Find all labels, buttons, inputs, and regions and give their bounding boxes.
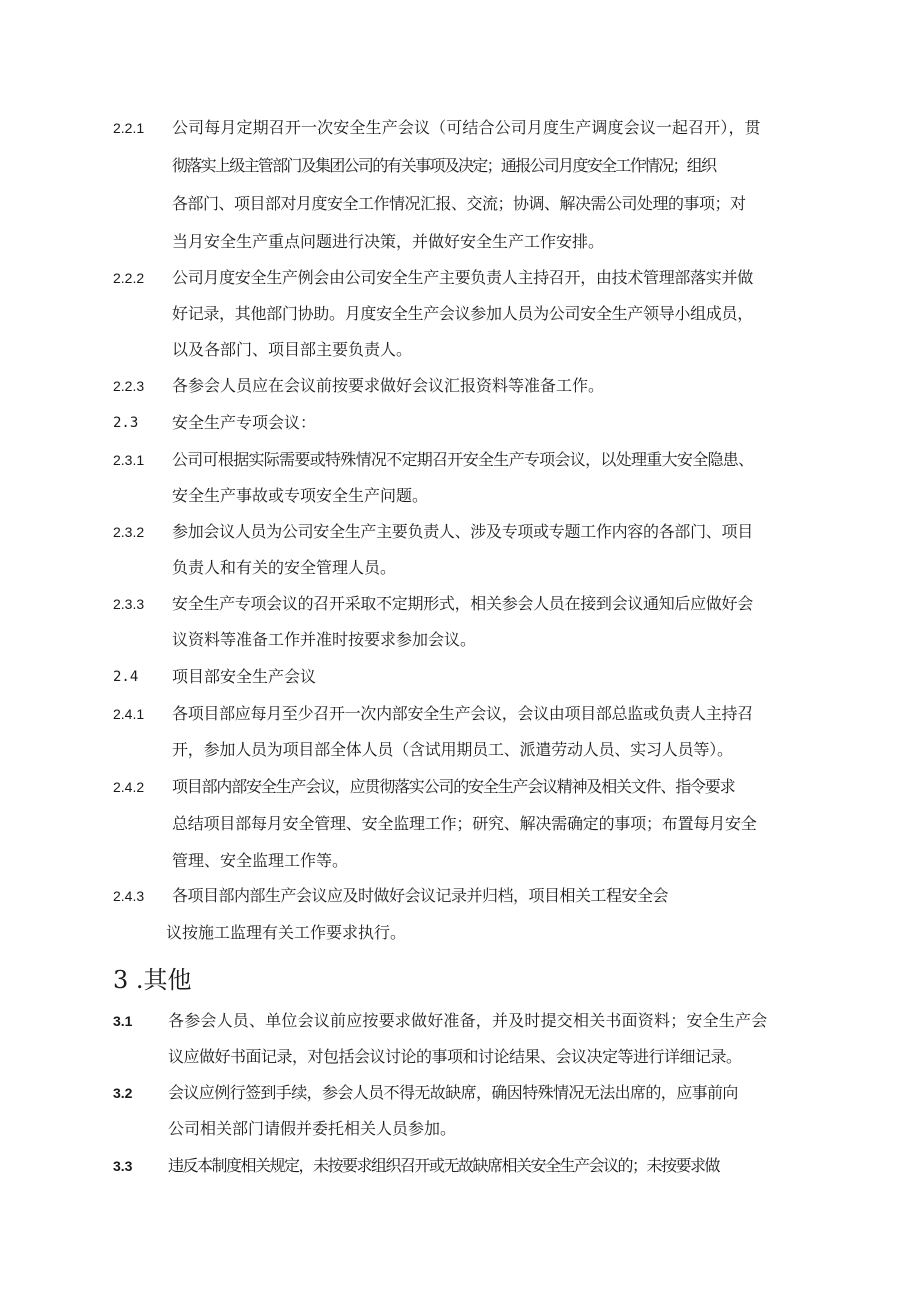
clause-text-line: 议资料等准备工作并准时按要求参加会议。: [172, 630, 477, 649]
clause-text-line: 议应做好书面记录，对包括会议讨论的事项和讨论结果、会议决定等进行详细记录。: [168, 1047, 742, 1066]
section-heading: 安全生产专项会议：: [172, 413, 317, 432]
clause-text-line: 当月安全生产重点问题进行决策，并做好安全生产工作安排。: [172, 232, 605, 251]
clause-text-line: 违反本制度相关规定，未按要求组织召开或无故缺席相关安全生产会议的；未按要求做: [168, 1156, 720, 1175]
clause-number: 2.2.2: [113, 270, 145, 286]
section-number: 2.4: [113, 669, 139, 685]
clause-text-line: 公司相关部门请假并委托相关人员参加。: [168, 1119, 457, 1138]
clause-number: 2.2.1: [113, 120, 145, 136]
clause-text-line: 公司可根据实际需要或特殊情况不定期召开安全生产专项会议，以处理重大安全隐患、: [172, 450, 754, 469]
clause-text-line: 各部门、项目部对月度安全工作情况汇报、交流；协调、解决需公司处理的事项；对: [172, 194, 746, 213]
clause-text-line: 好记录，其他部门协助。月度安全生产会议参加人员为公司安全生产领导小组成员，: [172, 304, 753, 323]
clause-number: 3.2: [113, 1085, 133, 1101]
section-heading: 项目部安全生产会议: [172, 667, 317, 686]
clause-text-line: 彻落实上级主管部门及集团公司的有关事项及决定；通报公司月度安全工作情况；组织: [172, 156, 716, 175]
clause-text-line: 各项目部内部生产会议应及时做好会议记录并归档，项目相关工程安全会: [172, 886, 669, 905]
clause-text-line: 以及各部门、项目部主要负责人。: [172, 340, 413, 359]
clause-text-line: 会议应例行签到手续，参会人员不得无故缺席，确因特殊情况无法出席的，应事前向: [168, 1083, 738, 1102]
clause-number: 3.3: [113, 1158, 133, 1174]
clause-number: 2.4.3: [113, 888, 145, 904]
clause-number: 2.3.3: [113, 596, 145, 612]
clause-number: 2.3.1: [113, 452, 145, 468]
clause-text-line: 项目部内部安全生产会议，应贯彻落实公司的安全生产会议精神及相关文件、指令要求: [172, 777, 735, 796]
clause-text-line: 公司每月定期召开一次安全生产会议（可结合公司月度生产调度会议一起召开），贯: [172, 118, 761, 137]
clause-number: 2.4.1: [113, 706, 145, 722]
clause-number: 2.3.2: [113, 524, 145, 540]
clause-text-line: 负责人和有关的安全管理人员。: [172, 558, 397, 577]
clause-text-line: 参加会议人员为公司安全生产主要负责人、涉及专项或专题工作内容的各部门、项目: [172, 522, 753, 541]
clause-text-line: 总结项目部每月安全管理、安全监理工作；研究、解决需确定的事项；布置每月安全: [172, 814, 757, 833]
clause-text-line: 议按施工监理有关工作要求执行。: [166, 923, 407, 942]
section-number: 2.3: [113, 415, 139, 431]
clause-number: 3.1: [113, 1013, 133, 1029]
chapter-heading: 3 .其他: [113, 966, 192, 994]
clause-text-line: 安全生产专项会议的召开采取不定期形式，相关参会人员在接到会议通知后应做好会: [172, 594, 753, 613]
clause-number: 2.4.2: [113, 779, 145, 795]
clause-text-line: 公司月度安全生产例会由公司安全生产主要负责人主持召开，由技术管理部落实并做: [172, 268, 753, 287]
clause-text-line: 各项目部应每月至少召开一次内部安全生产会议，会议由项目部总监或负责人主持召: [172, 704, 753, 723]
clause-text-line: 各参会人员应在会议前按要求做好会议汇报资料等准备工作。: [172, 376, 605, 395]
clause-text-line: 开，参加人员为项目部全体人员（含试用期员工、派遣劳动人员、实习人员等）。: [172, 740, 733, 759]
clause-text-line: 安全生产事故或专项安全生产问题。: [172, 486, 429, 505]
clause-text-line: 各参会人员、单位会议前应按要求做好准备，并及时提交相关书面资料；安全生产会: [168, 1011, 768, 1030]
clause-text-line: 管理、安全监理工作等。: [172, 851, 349, 870]
clause-number: 2.2.3: [113, 378, 145, 394]
